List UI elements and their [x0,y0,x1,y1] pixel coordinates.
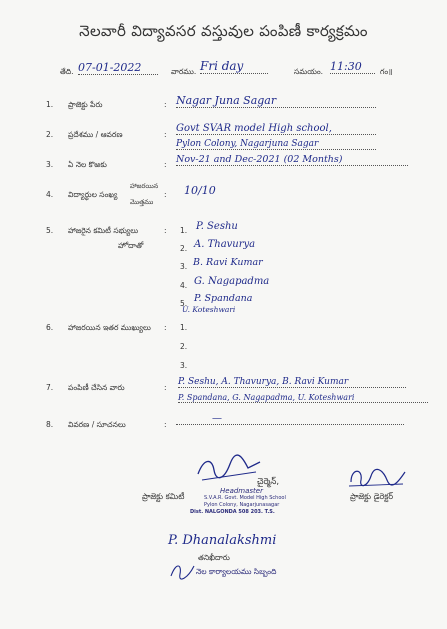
row-label-location: ప్రదేశము / ఆవరణ [68,130,123,139]
colon: : [164,130,167,139]
row-number: 6. [46,323,54,332]
committee-member: U. Koteshwari [182,305,236,314]
row-label-students: విద్యార్థుల సంఖ్య [68,190,118,199]
row-number: 3. [46,160,54,169]
row-number: 7. [46,383,54,392]
time-label: సమయం. [294,67,324,76]
member-number: 4. [180,281,188,290]
colon: : [164,226,167,235]
document-title: నెలవారీ విద్యావసర వస్తువుల పంపిణీ కార్యక్రమం [79,22,368,40]
office-staff-signature [168,560,198,582]
distributed-by-line2: P. Spandana, G. Nagapadma, U. Koteshwari [178,393,428,403]
colon: : [164,323,167,332]
row-number: 8. [46,420,54,429]
chairman-signature [190,450,265,490]
committee-member: G. Nagapadma [194,276,270,287]
colon: : [164,190,167,199]
dignitary-item: 1. [180,323,188,332]
row-number: 4. [46,190,54,199]
project-committee-label: ప్రాజెక్టు కమిటీ [142,492,185,501]
stamp-school: S.V.A.R. Govt. Model High School [204,495,286,501]
row-label-month: ఏ నెల కొఱకు [68,160,107,169]
row-number: 1. [46,100,54,109]
school-stamp [190,488,286,516]
row-label-committee: హాజరైన కమిటీ సభ్యులు [68,226,139,235]
committee-member: P. Spandana [194,293,253,304]
date-label: తేది. [60,67,74,76]
day-label: వారము. [171,67,197,76]
location-value-line1: Govt SVAR model High school, [176,123,376,135]
distributed-by-line1: P. Seshu, A. Thavurya, B. Ravi Kumar [178,377,406,388]
day-value: Fri day [200,59,268,74]
colon: : [164,420,167,429]
stamp-colony: Pylon Colony, Nagarjunasagar [204,502,280,508]
tahsildar-signature: P. Dhanalakshmi [168,533,277,548]
dignitary-item: 2. [180,342,188,351]
month-value: Nov-21 and Dec-2021 (02 Months) [176,154,408,166]
date-value: 07-01-2022 [78,61,158,75]
location-value-line2: Pylon Colony, Nagarjuna Sagar [176,139,376,150]
row-label-other-dignitaries: హాజరయిన ఇతర ముఖ్యులు [68,323,151,332]
row-number: 5. [46,226,54,235]
director-signature [345,462,410,494]
member-number: 5. [180,299,188,308]
colon: : [164,383,167,392]
member-number: 2. [180,244,188,253]
colon: : [164,100,167,109]
colon: : [164,160,167,169]
students-value: 10/10 [184,184,216,197]
time-suffix: గం॥ [380,67,393,76]
committee-member: B. Ravi Kumar [193,257,263,268]
office-staff-label: నెల కార్యాలయము సిబ్బంది [196,567,277,576]
stamp-district: Dist. NALGONDA 508 203. T.S. [190,509,275,515]
chairman-label: చైర్మెన్, [257,477,280,487]
stamp-headmaster: Headmaster [220,487,263,495]
committee-member: A. Thavurya [194,239,256,250]
students-total-label: మొత్తము [130,198,154,206]
committee-designation-label: హోదాతో [118,241,144,250]
dignitary-item: 3. [180,361,188,370]
row-number: 2. [46,130,54,139]
row-label-project-name: ప్రాజెక్టు పేరు [68,100,103,109]
member-number: 3. [180,262,188,271]
project-name-value: Nagar Juna Sagar [176,94,376,108]
time-value: 11:30 [330,60,375,74]
students-present-label: హాజరయిన [130,182,159,190]
row-label-distributed-by: పంపిణీ చేసిన వారు [68,383,125,392]
project-director-label: ప్రాజెక్టు డైరెక్టర్ [350,492,394,501]
tahsildar-label: తనిఖీదారు [198,553,230,562]
committee-member: P. Seshu [196,221,238,232]
row-label-remarks: వివరణ / సూచనలు [68,420,126,429]
member-number: 1. [180,226,188,235]
remarks-value: — [176,413,404,425]
